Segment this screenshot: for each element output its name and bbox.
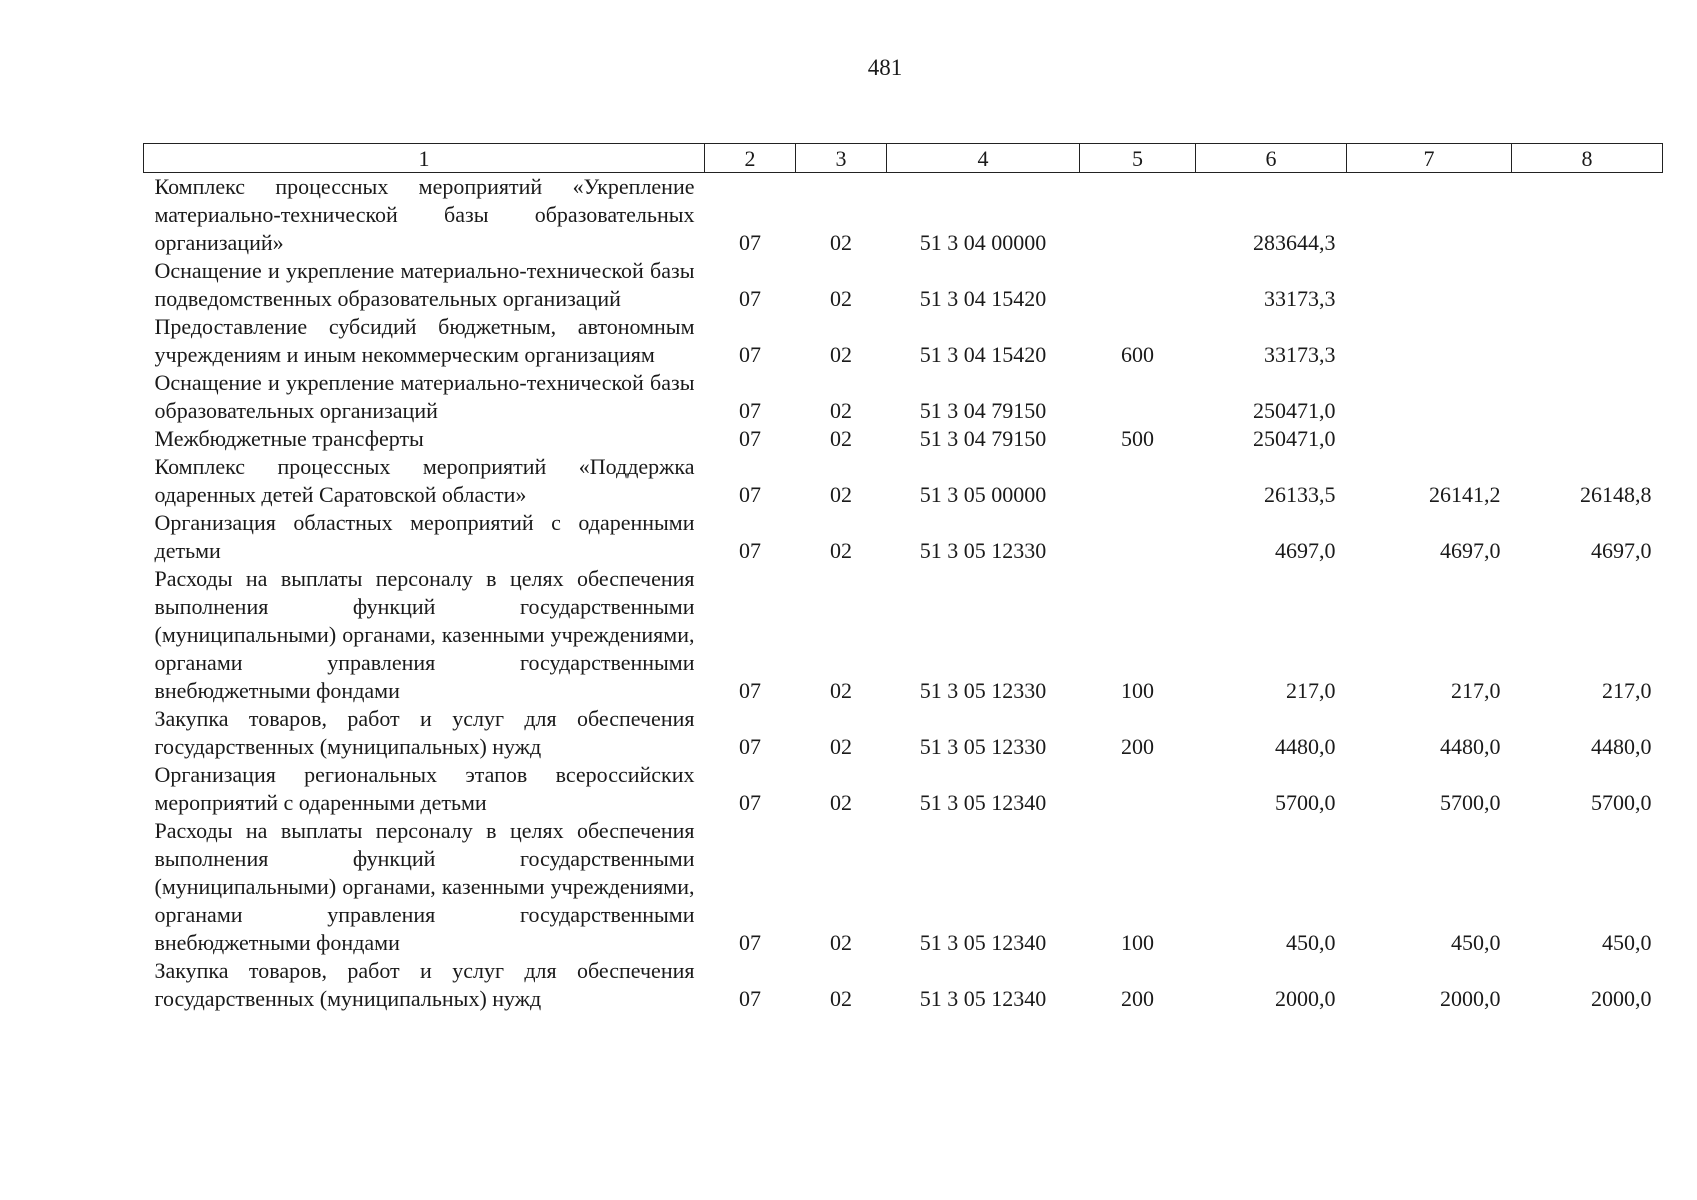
- cell-amount-year-1: 450,0: [1286, 930, 1336, 955]
- cell-amount-year-3: [1512, 173, 1663, 258]
- row-name: Межбюджетные трансферты: [154, 426, 424, 451]
- cell-target-article: 51 3 04 00000: [919, 230, 1047, 255]
- table-row: [144, 425, 1663, 453]
- cell-amount-year-2: 2000,0: [1440, 986, 1501, 1011]
- cell-amount-year-1: 2000,0: [1275, 986, 1336, 1011]
- cell-amount-year-1: 283644,3: [1253, 230, 1336, 255]
- table-row: [144, 957, 1663, 1013]
- column-header-2: 2: [705, 144, 796, 173]
- header-row: [144, 144, 1663, 173]
- table-body: [144, 173, 1663, 1014]
- cell-target-article: 51 3 05 00000: [919, 482, 1047, 507]
- cell-section: 07: [739, 230, 761, 255]
- cell-target-article: 51 3 04 15420: [919, 342, 1047, 367]
- table-row: [144, 453, 1663, 509]
- column-header-6: 6: [1196, 144, 1347, 173]
- cell-subsection: 02: [830, 286, 852, 311]
- row-name: Комплекс процессных мероприятий «Поддержка одаренных детей Саратовской области»: [154, 454, 695, 507]
- cell-amount-year-3: 5700,0: [1591, 790, 1652, 815]
- cell-expense-type: 100: [1121, 930, 1154, 955]
- column-header-1: 1: [144, 144, 705, 173]
- cell-expense-type: [1080, 509, 1196, 565]
- cell-target-article: 51 3 05 12340: [919, 986, 1047, 1011]
- table-row: [144, 369, 1663, 425]
- cell-amount-year-3: 217,0: [1602, 678, 1652, 703]
- cell-section: 07: [739, 286, 761, 311]
- cell-target-article: 51 3 04 79150: [919, 398, 1047, 423]
- cell-amount-year-2: [1347, 257, 1512, 313]
- cell-amount-year-3: [1512, 425, 1663, 453]
- cell-amount-year-2: [1347, 173, 1512, 258]
- row-name: Расходы на выплаты персоналу в целях обеспечения выполнения функций государственными (муниципальными) органами, казенными учреждениями, органами управления государственными внебюджетными фондами: [154, 566, 695, 703]
- cell-amount-year-1: 33173,3: [1264, 286, 1336, 311]
- cell-subsection: 02: [830, 734, 852, 759]
- cell-expense-type: [1080, 257, 1196, 313]
- cell-section: 07: [739, 930, 761, 955]
- cell-subsection: 02: [830, 482, 852, 507]
- cell-amount-year-3: 4480,0: [1591, 734, 1652, 759]
- cell-section: 07: [739, 538, 761, 563]
- row-name: Закупка товаров, работ и услуг для обеспечения государственных (муниципальных) нужд: [154, 958, 695, 1011]
- cell-target-article: 51 3 05 12340: [919, 790, 1047, 815]
- table-row: [144, 705, 1663, 761]
- cell-section: 07: [739, 986, 761, 1011]
- row-name: Организация областных мероприятий с одаренными детьми: [154, 510, 695, 563]
- cell-expense-type: 600: [1121, 342, 1154, 367]
- cell-subsection: 02: [830, 426, 852, 451]
- cell-expense-type: 200: [1121, 986, 1154, 1011]
- cell-amount-year-3: [1512, 257, 1663, 313]
- cell-expense-type: 200: [1121, 734, 1154, 759]
- cell-section: 07: [739, 678, 761, 703]
- cell-amount-year-3: [1512, 369, 1663, 425]
- cell-subsection: 02: [830, 986, 852, 1011]
- cell-amount-year-2: 4697,0: [1440, 538, 1501, 563]
- cell-subsection: 02: [830, 678, 852, 703]
- cell-subsection: 02: [830, 538, 852, 563]
- row-name: Расходы на выплаты персоналу в целях обеспечения выполнения функций государственными (муниципальными) органами, казенными учреждениями, органами управления государственными внебюджетными фондами: [154, 818, 695, 955]
- cell-expense-type: 500: [1121, 426, 1154, 451]
- column-header-7: 7: [1347, 144, 1512, 173]
- cell-expense-type: [1080, 761, 1196, 817]
- cell-target-article: 51 3 05 12330: [919, 538, 1047, 563]
- cell-section: 07: [739, 342, 761, 367]
- cell-subsection: 02: [830, 398, 852, 423]
- table-row: [144, 565, 1663, 705]
- column-header-3: 3: [796, 144, 887, 173]
- cell-amount-year-3: 26148,8: [1580, 482, 1652, 507]
- cell-amount-year-1: 33173,3: [1264, 342, 1336, 367]
- cell-amount-year-2: 26141,2: [1429, 482, 1501, 507]
- cell-amount-year-2: [1347, 369, 1512, 425]
- cell-target-article: 51 3 05 12330: [919, 734, 1047, 759]
- cell-amount-year-1: 4480,0: [1275, 734, 1336, 759]
- cell-section: 07: [739, 426, 761, 451]
- column-header-5: 5: [1080, 144, 1196, 173]
- table-row: [144, 761, 1663, 817]
- page-number: 481: [867, 55, 903, 80]
- cell-amount-year-2: 450,0: [1451, 930, 1501, 955]
- cell-subsection: 02: [830, 230, 852, 255]
- cell-amount-year-1: 26133,5: [1264, 482, 1336, 507]
- table-row: [144, 173, 1663, 258]
- cell-amount-year-3: [1512, 313, 1663, 369]
- cell-amount-year-1: 250471,0: [1253, 426, 1336, 451]
- row-name: Предоставление субсидий бюджетным, автономным учреждениям и иным некоммерческим организациям: [154, 314, 695, 367]
- cell-subsection: 02: [830, 342, 852, 367]
- cell-subsection: 02: [830, 930, 852, 955]
- cell-section: 07: [739, 398, 761, 423]
- cell-target-article: 51 3 04 15420: [919, 286, 1047, 311]
- table-row: [144, 257, 1663, 313]
- table-row: [144, 509, 1663, 565]
- row-name: Организация региональных этапов всероссийских мероприятий с одаренными детьми: [154, 762, 695, 815]
- cell-expense-type: [1080, 453, 1196, 509]
- cell-target-article: 51 3 05 12340: [919, 930, 1047, 955]
- cell-amount-year-2: 5700,0: [1440, 790, 1501, 815]
- cell-amount-year-2: 217,0: [1451, 678, 1501, 703]
- cell-amount-year-2: 4480,0: [1440, 734, 1501, 759]
- cell-amount-year-2: [1347, 313, 1512, 369]
- cell-amount-year-1: 250471,0: [1253, 398, 1336, 423]
- column-header-4: 4: [887, 144, 1080, 173]
- table-row: [144, 817, 1663, 957]
- row-name: Оснащение и укрепление материально-технической базы образовательных организаций: [154, 370, 695, 423]
- cell-expense-type: [1080, 173, 1196, 258]
- cell-amount-year-2: [1347, 425, 1512, 453]
- budget-table: [143, 143, 1663, 1013]
- cell-section: 07: [739, 482, 761, 507]
- cell-section: 07: [739, 790, 761, 815]
- cell-amount-year-1: 5700,0: [1275, 790, 1336, 815]
- row-name: Комплекс процессных мероприятий «Укрепление материально-технической базы образовательных организаций»: [154, 174, 695, 255]
- row-name: Оснащение и укрепление материально-технической базы подведомственных образовательных организаций: [154, 258, 695, 311]
- cell-amount-year-3: 2000,0: [1591, 986, 1652, 1011]
- cell-subsection: 02: [830, 790, 852, 815]
- cell-amount-year-1: 4697,0: [1275, 538, 1336, 563]
- column-header-8: 8: [1512, 144, 1663, 173]
- cell-amount-year-1: 217,0: [1286, 678, 1336, 703]
- table-header: [144, 144, 1663, 173]
- cell-amount-year-3: 450,0: [1602, 930, 1652, 955]
- cell-expense-type: [1080, 369, 1196, 425]
- cell-target-article: 51 3 04 79150: [919, 426, 1047, 451]
- row-name: Закупка товаров, работ и услуг для обеспечения государственных (муниципальных) нужд: [154, 706, 695, 759]
- cell-expense-type: 100: [1121, 678, 1154, 703]
- cell-amount-year-3: 4697,0: [1591, 538, 1652, 563]
- table-row: [144, 313, 1663, 369]
- cell-section: 07: [739, 734, 761, 759]
- cell-target-article: 51 3 05 12330: [919, 678, 1047, 703]
